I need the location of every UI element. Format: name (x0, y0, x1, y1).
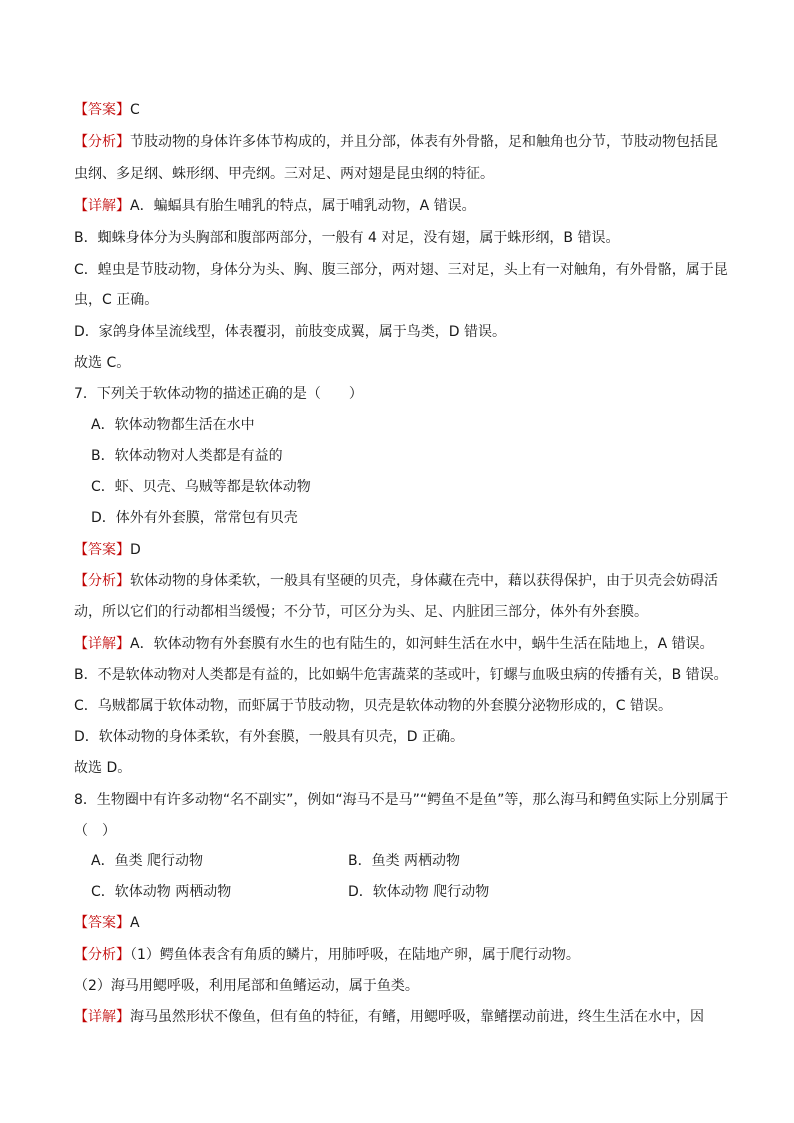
q7-analysis: 【分析】软体动物的身体柔软，一般具有坚硬的贝壳，身体藏在壳中，藉以获得保护，由于贝壳会妨碍活 (74, 573, 718, 589)
q8-analysis-cont: （2）海马用鳃呼吸，利用尾部和鱼鳍运动，属于鱼类。 (74, 978, 419, 994)
q7-option-c: C．虾、贝壳、乌贼等都是软体动物 (91, 479, 311, 495)
q7-answer: 【答案】D (74, 542, 141, 558)
q8-question-cont: （ ） (74, 823, 116, 839)
q7-option-d: D．体外有外套膜，常常包有贝壳 (91, 510, 298, 526)
q8-options-row-1 (91, 851, 751, 871)
q7-detail-b: B．不是软体动物对人类都是有益的，比如蜗牛危害蔬菜的茎或叶，钉螺与血吸虫病的传播有关，B 错误。 (74, 667, 728, 683)
q8-options-row-2 (91, 882, 751, 902)
q8-answer: 【答案】A (74, 915, 140, 931)
q6-detail-c-cont: 虫，C 正确。 (74, 292, 159, 308)
q7-detail-d: D．软体动物的身体柔软，有外套膜，一般具有贝壳，D 正确。 (74, 729, 465, 745)
q7-option-a: A．软体动物都生活在水中 (91, 417, 255, 433)
q7-analysis-cont: 动，所以它们的行动都相当缓慢；不分节，可区分为头、足、内脏团三部分，体外有外套膜。 (74, 604, 648, 620)
q6-detail: 【详解】A．蝙蝠具有胎生哺乳的特点，属于哺乳动物，A 错误。 (74, 198, 476, 214)
q7-conclusion: 故选 D。 (74, 760, 132, 776)
q8-option-b: B．鱼类 两栖动物 (348, 853, 461, 869)
q6-detail-b: B．蜘蛛身体分为头胸部和腹部两部分，一般有 4 对足，没有翅，属于蛛形纲，B 错误。 (74, 230, 620, 246)
q7-question: 7．下列关于软体动物的描述正确的是（ ） (74, 386, 363, 402)
q6-detail-d: D．家鸽身体呈流线型，体表覆羽，前肢变成翼，属于鸟类，D 错误。 (74, 324, 507, 340)
q7-option-b: B．软体动物对人类都是有益的 (91, 448, 283, 464)
q6-analysis-cont: 虫纲、多足纲、蛛形纲、甲壳纲。三对足、两对翅是昆虫纲的特征。 (74, 166, 494, 182)
q6-detail-c: C．蝗虫是节肢动物，身体分为头、胸、腹三部分，两对翅、三对足，头上有一对触角，有外骨骼，属于昆 (74, 262, 728, 278)
q7-detail-c: C．乌贼都属于软体动物，而虾属于节肢动物，贝壳是软体动物的外套膜分泌物形成的，C 错误。 (74, 698, 672, 714)
q8-option-a: A．鱼类 爬行动物 (91, 853, 204, 869)
q8-option-c: C．软体动物 两栖动物 (91, 884, 232, 900)
q8-question: 8．生物圈中有许多动物“名不副实”，例如“海马不是马”“鳄鱼不是鱼”等，那么海马和鳄鱼实际上分别属于 (74, 792, 729, 808)
q6-conclusion: 故选 C。 (74, 355, 131, 371)
q8-detail: 【详解】海马虽然形状不像鱼，但有鱼的特征，有鳍，用鳃呼吸，靠鳍摆动前进，终生生活在水中，因 (74, 1009, 704, 1025)
q6-analysis: 【分析】节肢动物的身体许多体节构成的，并且分部，体表有外骨骼，足和触角也分节，节肢动物包括昆 (74, 134, 718, 150)
q7-detail: 【详解】A．软体动物有外套膜有水生的也有陆生的，如河蚌生活在水中，蜗牛生活在陆地上，A 错误。 (74, 636, 714, 652)
q8-option-d: D．软体动物 爬行动物 (348, 884, 490, 900)
q6-answer: 【答案】C (74, 102, 140, 118)
q8-analysis: 【分析】（1）鳄鱼体表含有角质的鳞片，用肺呼吸，在陆地产卵，属于爬行动物。 (74, 947, 580, 963)
